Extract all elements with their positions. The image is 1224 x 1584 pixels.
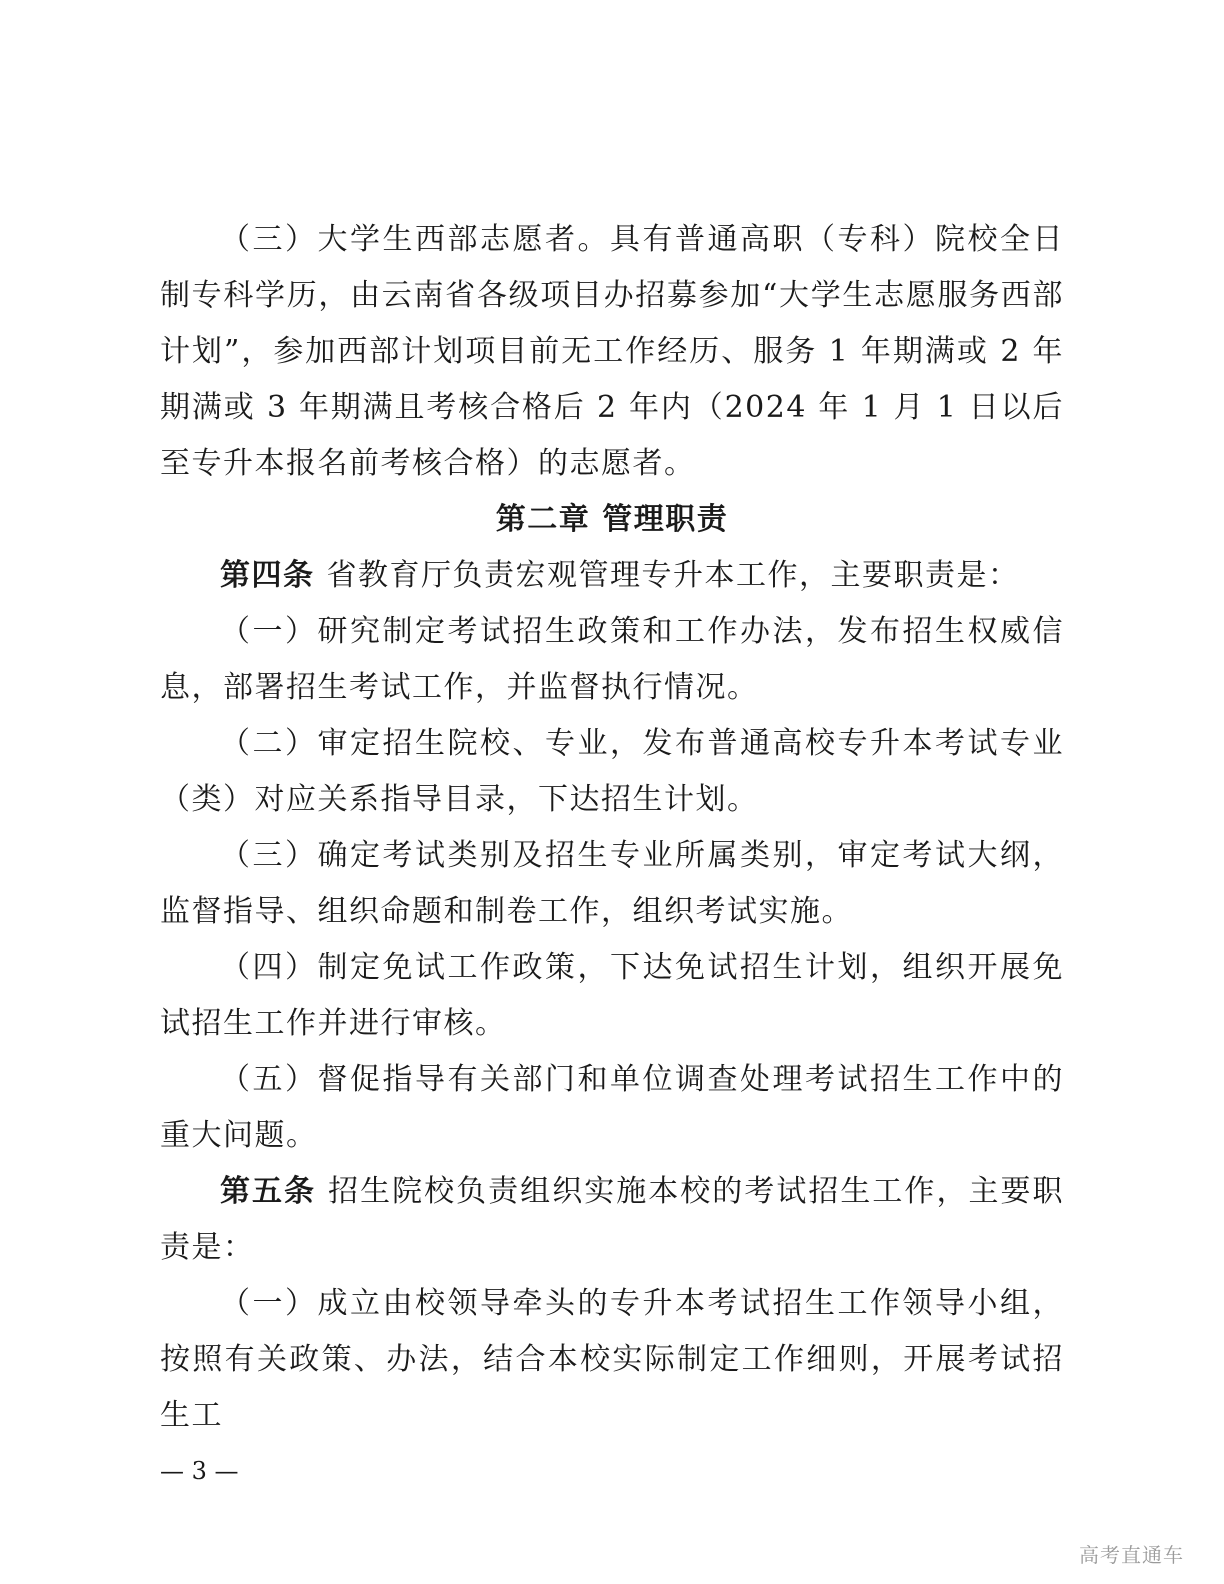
article-5-item-1: [160, 1276, 1064, 1444]
document-body: [160, 212, 1064, 1444]
paragraph-text: （一）成立由校领导牵头的专升本考试招生工作领导小组，按照有关政策、办法，结合本校实际制定工作细则，开展考试招生工: [160, 1286, 1064, 1433]
paragraph-text: （一）研究制定考试招生政策和工作办法，发布招生权威信息，部署招生考试工作，并监督执行情况。: [160, 614, 1064, 705]
paragraph-text: 省教育厅负责宏观管理专升本工作，主要职责是：: [326, 558, 1020, 593]
article-5: [160, 1164, 1064, 1276]
chapter-title: 第二章 管理职责: [495, 502, 729, 537]
article-4-item-3: [160, 828, 1064, 940]
article-label: 第五条: [220, 1174, 317, 1209]
article-4-item-5: [160, 1052, 1064, 1164]
paragraph-text: （三）确定考试类别及招生专业所属类别，审定考试大纲，监督指导、组织命题和制卷工作，组织考试实施。: [160, 838, 1064, 929]
page-number: — 3 —: [160, 1457, 239, 1485]
paragraph-volunteer: [160, 212, 1064, 492]
article-4-item-1: [160, 604, 1064, 716]
paragraph-text: （五）督促指导有关部门和单位调查处理考试招生工作中的重大问题。: [160, 1062, 1064, 1153]
paragraph-text: 招生院校负责组织实施本校的考试招生工作，主要职责是：: [160, 1174, 1065, 1265]
article-label: 第四条: [220, 558, 315, 593]
paragraph-text: （二）审定招生院校、专业，发布普通高校专升本考试专业（类）对应关系指导目录，下达招生计划。: [160, 726, 1064, 817]
watermark-text: 高考直通车: [1079, 1543, 1184, 1567]
article-4-item-4: [160, 940, 1064, 1052]
paragraph-text: （四）制定免试工作政策，下达免试招生计划，组织开展免试招生工作并进行审核。: [160, 950, 1064, 1041]
paragraph-text: （三）大学生西部志愿者。具有普通高职（专科）院校全日制专科学历，由云南省各级项目办招募参加“大学生志愿服务西部计划”，参加西部计划项目前无工作经历、服务 1 年期满或 2 年期满或 3 年期满且考核合格后 2 年内（2024 年 1 月 1 日以后至专升本报名前考核合格）的志愿者。: [160, 222, 1064, 481]
chapter-heading: [160, 492, 1064, 548]
article-4: [160, 548, 1064, 604]
article-4-item-2: [160, 716, 1064, 828]
